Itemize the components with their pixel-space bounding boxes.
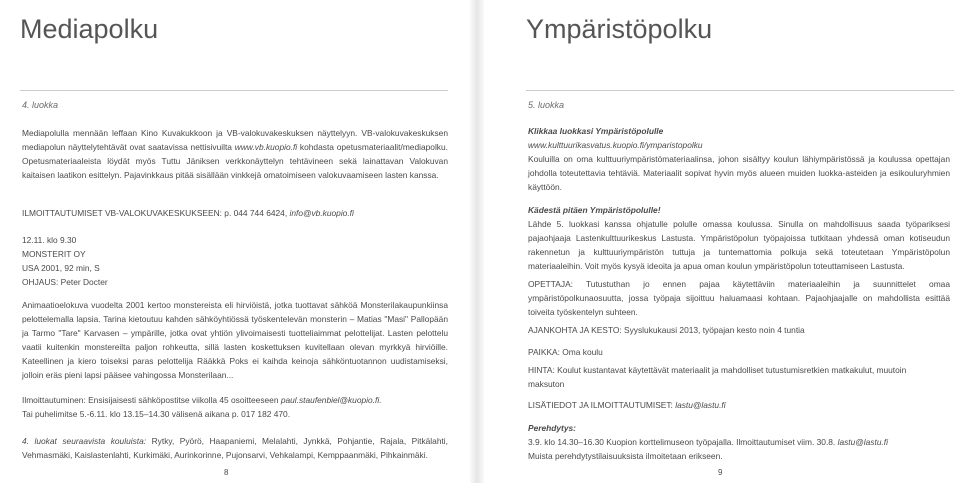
grade-label: 5. luokka — [528, 100, 565, 110]
email-link[interactable]: info@vb.kuopio.fi — [289, 208, 354, 218]
website-link[interactable]: www.kulttuurikasvatus.kuopio.fi/ymparistopolku — [528, 140, 703, 150]
right-page — [484, 0, 960, 483]
divider — [526, 90, 954, 91]
film-details — [22, 233, 108, 289]
section-heading: Kädestä pitäen Ympäristöpolulle! — [528, 205, 661, 215]
book-spine — [470, 0, 484, 483]
timing-line: AJANKOHTA JA KESTO: Syyslukukausi 2013, työpajan kesto noin 4 tuntia — [528, 325, 805, 335]
website-link[interactable]: www.vb.kuopio.fi — [234, 142, 298, 152]
teacher-paragraph: OPETTAJA: Tutustuthan jo ennen pajaa käytettäviin materiaaleihin ja suunnittelet omaa ympäristöpolkunaosuutta, jossa työpaja sijoittuu haluamaasi kohtaan. Pajaohjaajalle on mahdollista esittää toiveita työskentelyn suhteen. — [528, 279, 950, 317]
intro-heading: Klikkaa luokkasi Ympäristöpolulle — [528, 126, 664, 136]
intro-paragraph: Kouluilla on oma kulttuuriympäristömateriaalinsa, johon sisältyy koulun lähiympäristössä ja koulussa opettajan johdolla toteutettavia tehtäviä. Materiaalit sopivat hyvin myös alueen muiden luokka-asteiden ja esikouluryhmien käyttöön. — [528, 154, 950, 192]
email-link[interactable]: lastu@lastu.fi — [675, 400, 726, 410]
schools-list: 4. luokat seuraavista kouluista: Rytky, Pyörö, Haapaniemi, Melalahti, Jynkkä, Pohjantie, Rajala, Pitkälahti, Vehmasmäki, Kaislastenlahti, Kurkimäki, Aurinkorinne, Pujonsarvi, Vehkalampi, Kemppaanmäki, Pihkainmäki. — [22, 436, 448, 460]
section-heading: Perehdytys: — [528, 423, 576, 433]
page-number: 8 — [224, 468, 229, 477]
film-name: MONSTERIT OY — [22, 249, 86, 259]
film-description: Animaatioelokuva vuodelta 2001 kertoo monstereista eli hirviöistä, jotka tuottavat sähköä Monsterilakaupunkiinsa pelottelemalla lapsia. Tarina kietoutuu kahden sähköyhtiössä työskentelevän monsterin – Matias "Masi" Pallopään ja Tarmo "Tare" Karvasen – ympärille, jotka ovat yhtiön ylivoimaisesti tuotteliaimmat pelottelijat. Lasten pelottelu vaatii kuitenkin monstereilta paljon rohkeutta, sillä lasten koskettuksen kuvitellaan olevan myrkkyä hirviöille. Kateellinen ja kiero toiseksi paras pelottelija Rääkkä Poks ei kaihda keinoja sähköntuotannon uudistamiseksi, jolloin eräs pieni lapsi pääsee vahingossa Monsterilaan... — [22, 300, 448, 380]
email-link[interactable]: lastu@lastu.fi — [837, 437, 888, 447]
film-date: 12.11. klo 9.30 — [22, 235, 77, 245]
film-director: OHJAUS: Peter Docter — [22, 277, 108, 287]
email-link[interactable]: paul.staufenbiel@kuopio.fi. — [280, 395, 382, 405]
left-page — [0, 0, 470, 483]
registration-line: ILMOITTAUTUMISET VB-VALOKUVAKESKUKSEEN: p. 044 744 6424, info@vb.kuopio.fi — [22, 208, 354, 218]
film-meta: USA 2001, 92 min, S — [22, 263, 100, 273]
page-title: Ympäristöpolku — [526, 14, 713, 44]
location-line: PAIKKA: Oma koulu — [528, 347, 603, 357]
page-number: 9 — [718, 468, 723, 477]
film-registration: Ilmoittautuminen: Ensisijaisesti sähköpostitse viikolla 45 osoitteeseen paul.staufenbiel@kuopio.fi. Tai puhelimitse 5.-6.11. klo 13.15–14.30 välisenä aikana p. 017 182 470. — [22, 395, 382, 419]
divider — [20, 90, 448, 91]
intro-heading-block — [528, 124, 703, 152]
info-line: LISÄTIEDOT JA ILMOITTAUTUMISET: lastu@lastu.fi — [528, 400, 726, 410]
page-title: Mediapolku — [20, 14, 159, 44]
workshop-paragraph: Lähde 5. luokkasi kanssa ohjatulle polulle omassa koulussa. Sinulla on mahdollisuus saada työpariksesi pajaohjaaja Lastenkulttuurikeskus Lastusta. Ympäristöpolun työpajoissa tutkitaan yhdessä oman kotiseudun rakennetun ja kulttuuriympäristön tuttuja ja tuntemattomia polkuja sekä toteutetaan Ympäristöpolun materiaaleihin. Voit myös kysyä ideoita ja apua oman koulun ympäristöpolun toteuttamiseen Lastusta. — [528, 219, 950, 271]
perehdytys-block: Perehdytys: 3.9. klo 14.30–16.30 Kuopion korttelimuseon työpajalla. Ilmoittautumiset viim. 30.8. lastu@lastu.fi Muista perehdytystilaisuuksista ilmoitetaan erikseen. — [528, 423, 888, 461]
price-paragraph: HINTA: Koulut kustantavat käytettävät materiaalit ja mahdolliset tutustumisretkien matkakulut, muutoin maksuton — [528, 365, 907, 389]
intro-paragraph: Mediapolulla mennään leffaan Kino Kuvakukkoon ja VB-valokuvakeskuksen näyttelyyn. VB-valokuvakeskuksen mediapolun näyttelytehtävät ovat saatavissa nettisivuilta www.vb.kuopio.fi kohdasta opetusmateriaalit/mediapolku. Opetusmateriaaleista löydät myös Tuttu Jäniksen verkkonäyttelyn tehtävineen sekä lainattavan Valokuvan kaitaisen laatikon esittelyn. Pajavinkkaus pitää sisällään vinkkejä omatoimiseen valokuvaamiseen lasten kanssa. — [22, 128, 448, 180]
grade-label: 4. luokka — [22, 100, 59, 110]
